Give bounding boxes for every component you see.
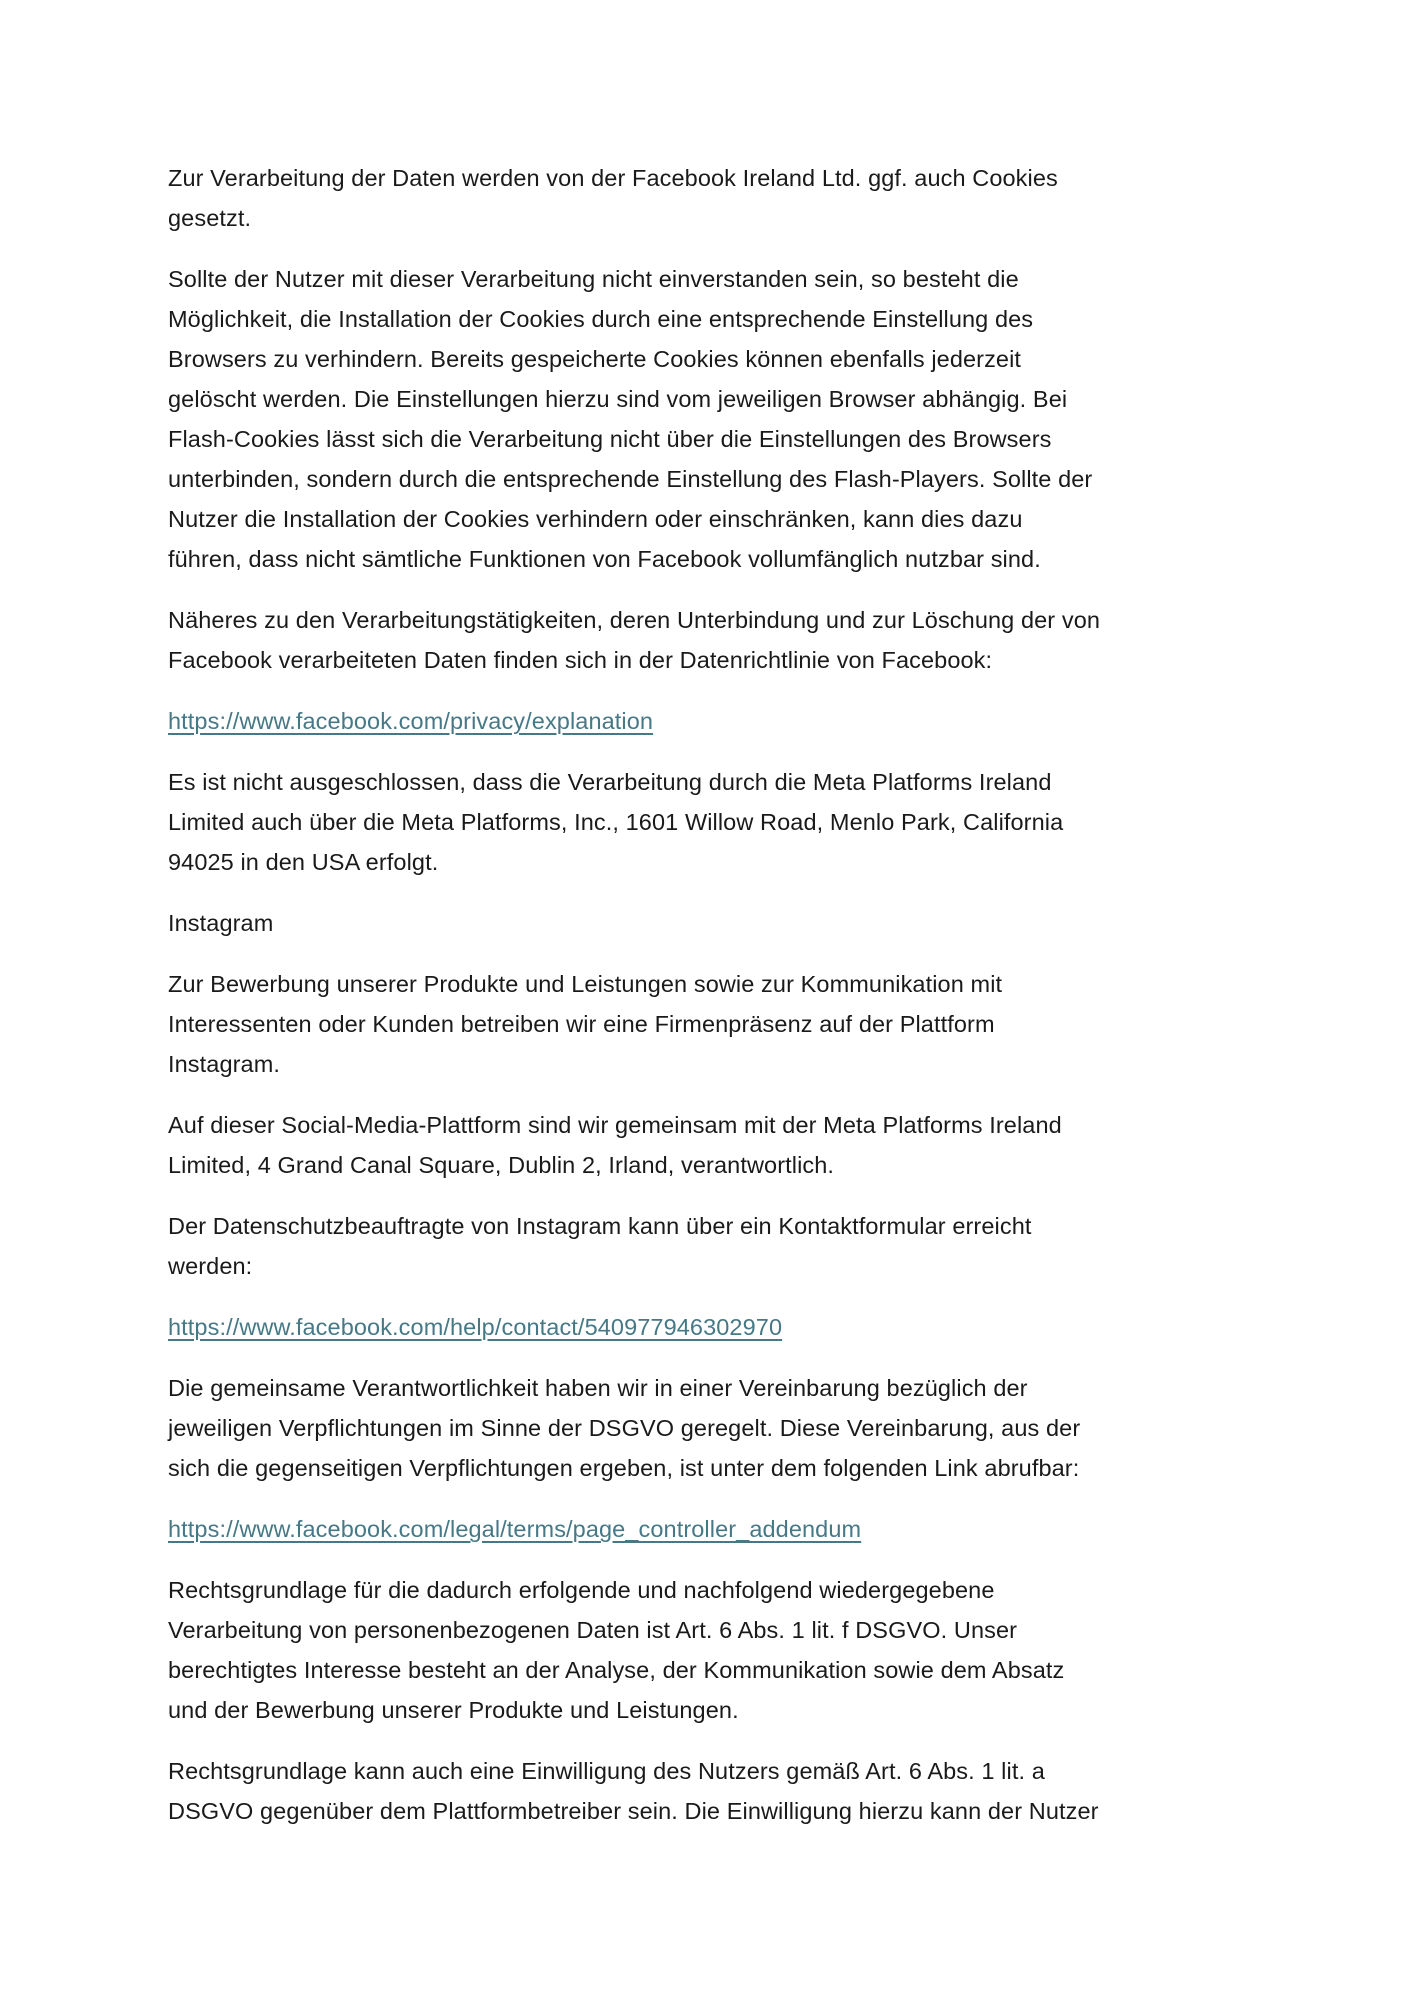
paragraph-cookie-settings [168, 259, 1254, 579]
text-line: Es ist nicht ausgeschlossen, dass die Verarbeitung durch die Meta Platforms Ireland [168, 769, 1052, 795]
text-line: und der Bewerbung unserer Produkte und Leistungen. [168, 1697, 739, 1723]
text-line: jeweiligen Verpflichtungen im Sinne der DSGVO geregelt. Diese Vereinbarung, aus der [168, 1415, 1081, 1441]
text-line: Zur Verarbeitung der Daten werden von der Facebook Ireland Ltd. ggf. auch Cookies [168, 165, 1058, 191]
text-line: Zur Bewerbung unserer Produkte und Leistungen sowie zur Kommunikation mit [168, 971, 1003, 997]
paragraph-vereinbarung [168, 1368, 1254, 1488]
text-line: berechtigtes Interesse besteht an der Analyse, der Kommunikation sowie dem Absatz [168, 1657, 1065, 1683]
text-line: Möglichkeit, die Installation der Cookies durch eine entsprechende Einstellung des [168, 306, 1034, 332]
text-line: Limited auch über die Meta Platforms, Inc., 1601 Willow Road, Menlo Park, California [168, 809, 1064, 835]
text-line: Interessenten oder Kunden betreiben wir eine Firmenpräsenz auf der Plattform [168, 1011, 995, 1037]
text-line: Nutzer die Installation der Cookies verhindern oder einschränken, kann dies dazu [168, 506, 1023, 532]
text-line: werden: [168, 1253, 253, 1279]
text-line: Flash-Cookies lässt sich die Verarbeitung nicht über die Einstellungen des Browsers [168, 426, 1052, 452]
text-line: Sollte der Nutzer mit dieser Verarbeitung nicht einverstanden sein, so besteht die [168, 266, 1019, 292]
link-block [168, 701, 1254, 741]
paragraph-dpo-contact [168, 1206, 1254, 1286]
link-page-controller-addendum[interactable]: https://www.facebook.com/legal/terms/page_controller_addendum [168, 1516, 862, 1542]
text-line: unterbinden, sondern durch die entsprechende Einstellung des Flash-Players. Sollte der [168, 466, 1093, 492]
text-line: Auf dieser Social-Media-Plattform sind wir gemeinsam mit der Meta Platforms Ireland [168, 1112, 1062, 1138]
text-line: Der Datenschutzbeauftragte von Instagram kann über ein Kontaktformular erreicht [168, 1213, 1032, 1239]
text-line: 94025 in den USA erfolgt. [168, 849, 439, 875]
text-line: Browsers zu verhindern. Bereits gespeicherte Cookies können ebenfalls jederzeit [168, 346, 1022, 372]
paragraph-joint-responsibility [168, 1105, 1254, 1185]
paragraph-rechtsgrundlage-f [168, 1570, 1254, 1730]
text-line: sich die gegenseitigen Verpflichtungen ergeben, ist unter dem folgenden Link abrufbar: [168, 1455, 1080, 1481]
text-line: Die gemeinsame Verantwortlichkeit haben wir in einer Vereinbarung bezüglich der [168, 1375, 1028, 1401]
text-line: DSGVO gegenüber dem Plattformbetreiber sein. Die Einwilligung hierzu kann der Nutzer [168, 1798, 1099, 1824]
text-line: Facebook verarbeiteten Daten finden sich in der Datenrichtlinie von Facebook: [168, 647, 993, 673]
paragraph-cookies-intro [168, 158, 1254, 238]
paragraph-instagram-presence [168, 964, 1254, 1084]
text-line: Rechtsgrundlage für die dadurch erfolgende und nachfolgend wiedergegebene [168, 1577, 995, 1603]
text-line: Instagram. [168, 1051, 281, 1077]
link-instagram-contact-form[interactable]: https://www.facebook.com/help/contact/540977946302970 [168, 1314, 783, 1340]
paragraph-meta-platforms-usa [168, 762, 1254, 882]
text-line: führen, dass nicht sämtliche Funktionen von Facebook vollumfänglich nutzbar sind. [168, 546, 1041, 572]
text-line: Näheres zu den Verarbeitungstätigkeiten, deren Unterbindung und zur Löschung der von [168, 607, 1101, 633]
text-line: gesetzt. [168, 205, 252, 231]
text-line: Instagram [168, 910, 274, 936]
paragraph-rechtsgrundlage-einwilligung [168, 1751, 1254, 1831]
text-line: Verarbeitung von personenbezogenen Daten ist Art. 6 Abs. 1 lit. f DSGVO. Unser [168, 1617, 1018, 1643]
text-line: gelöscht werden. Die Einstellungen hierzu sind vom jeweiligen Browser abhängig. Bei [168, 386, 1068, 412]
text-line: Limited, 4 Grand Canal Square, Dublin 2, Irland, verantwortlich. [168, 1152, 835, 1178]
link-block [168, 1509, 1254, 1549]
link-facebook-privacy-explanation[interactable]: https://www.facebook.com/privacy/explanation [168, 708, 654, 734]
paragraph-datenrichtlinie [168, 600, 1254, 680]
link-block [168, 1307, 1254, 1347]
paragraph-instagram-heading [168, 903, 1254, 943]
text-line: Rechtsgrundlage kann auch eine Einwilligung des Nutzers gemäß Art. 6 Abs. 1 lit. a [168, 1758, 1045, 1784]
